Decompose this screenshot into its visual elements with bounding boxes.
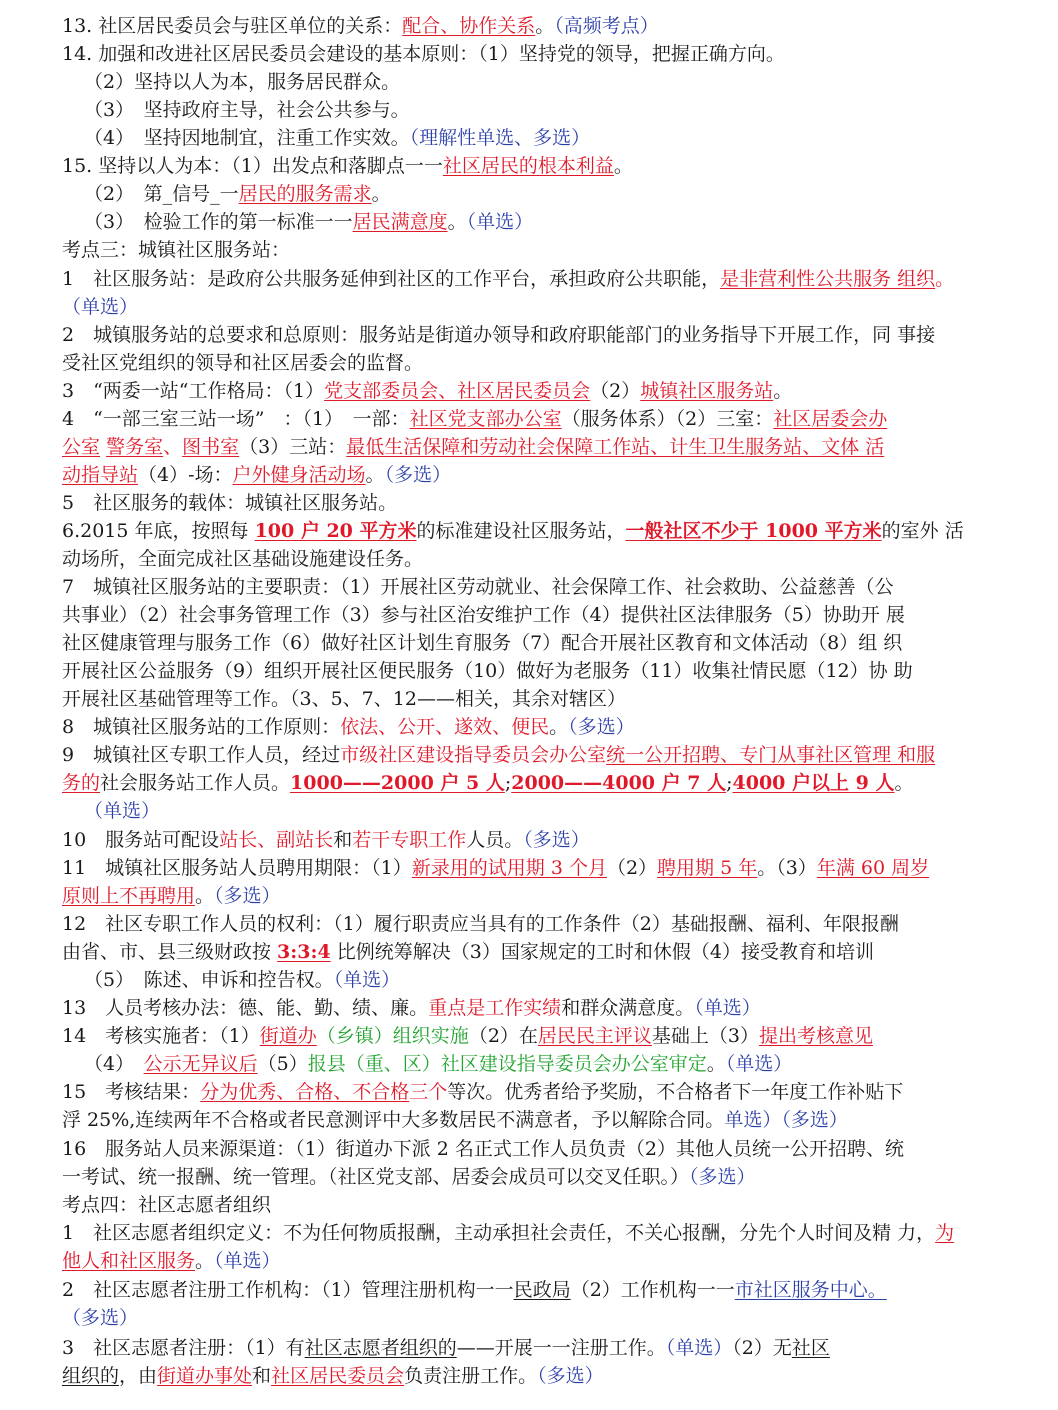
text-segment: 居民满意度 (352, 211, 448, 233)
text-segment: 。 (195, 1250, 215, 1272)
text-line (62, 1135, 1018, 1163)
text-segment: 警务室 (106, 436, 164, 458)
text-line (62, 573, 1018, 601)
text-segment: 。 (371, 183, 391, 205)
text-line (62, 1078, 1018, 1106)
text-line (62, 405, 1018, 433)
text-segment: 单选）（多选） (724, 1109, 848, 1131)
text-segment: （4） (84, 1053, 144, 1075)
text-segment: 100 户 20 平方米 (254, 520, 417, 542)
text-segment: （多选） (62, 1307, 139, 1329)
text-segment: （多选） (568, 716, 635, 738)
text-line (62, 1304, 1018, 1332)
text-line (62, 293, 1018, 321)
text-line (62, 741, 1018, 769)
text-segment: （单选） (214, 1250, 281, 1272)
text-segment: 若干专职工作 (352, 829, 467, 851)
text-segment: 10 服务站可配设 (62, 829, 220, 851)
text-segment: 党支部委员会、社区居民委员会 (324, 380, 591, 402)
text-segment: 共事业）（2）社会事务管理工作（3）参与社区治安维护工作（4）提供社区法律服务（5）协助开 展 (62, 604, 905, 626)
text-segment: （高频考点） (554, 15, 659, 37)
text-segment: 4 “一部三室三站一场” ：（1） 一部： (62, 408, 410, 430)
text-segment: 社区党支部办公室 (409, 408, 562, 430)
text-segment: 公室 (62, 436, 101, 458)
text-line (62, 854, 1018, 882)
text-segment: 报县（重、区）社区建设指导委员会办公室审定 (307, 1053, 707, 1075)
text-line (62, 489, 1018, 517)
text-line (62, 601, 1018, 629)
text-segment: （多选） (384, 464, 452, 486)
text-line (84, 96, 1018, 124)
text-segment: 等次。优秀者给予奖励，不合格者下一年度工作补贴下 (447, 1081, 904, 1103)
text-segment: 依法、公开、遂效、便民 (340, 716, 550, 738)
text-segment: （多选） (537, 1365, 604, 1387)
text-segment: 考点三：城镇社区服务站： (62, 239, 291, 261)
text-line (62, 994, 1018, 1022)
text-segment: 。 (447, 211, 467, 233)
text-segment: 户外健身活动场 (232, 464, 366, 486)
text-segment: 社区健康管理与服务工作（6）做好社区计划生育服务（7）配合开展社区教育和文体活动（8）组 织 (62, 632, 903, 654)
text-segment: 和群众满意度。 (561, 997, 695, 1019)
text-line (62, 152, 1018, 180)
text-segment: 街道办事处 (157, 1365, 253, 1387)
text-segment: 社区志愿者组织的 (304, 1337, 457, 1359)
text-segment: ; (726, 772, 733, 794)
text-segment: （单选） (725, 1053, 793, 1075)
text-segment: 公示无异议后 (143, 1053, 258, 1075)
text-segment: 民政局 (513, 1279, 571, 1301)
text-segment: 2 城镇服务站的总要求和总原则：服务站是街道办领导和政府职能部门的业务指导下开展工作，同 事接 (62, 324, 936, 346)
text-line (62, 1219, 1018, 1247)
text-segment: 考点四：社区志愿者组织 (62, 1194, 272, 1216)
text-segment: 。 (706, 1053, 726, 1075)
text-segment: 由省、市、县三级财政按 (62, 941, 278, 963)
text-segment: 开展社区公益服务（9）组织开展社区便民服务（10）做好为老服务（11）收集社情民愿（12）协 助 (62, 660, 913, 682)
text-line (62, 769, 1018, 797)
text-segment: 年满 60 周岁 (816, 857, 930, 879)
text-segment: 。 (894, 772, 914, 794)
text-line (62, 321, 1018, 349)
text-segment: 浮 25%,连续两年不合格或者民意测评中大多数居民不满意者，予以解除合同。 (62, 1109, 725, 1131)
text-segment: 15 考核结果： (62, 1081, 201, 1103)
text-segment: 2 社区志愿者注册工作机构：（1）管理注册机构一一 (62, 1279, 514, 1301)
text-segment: 。 (365, 464, 385, 486)
text-segment: 15. 坚持以人为本：（1）出发点和落脚点一一 (62, 155, 443, 177)
text-segment: 7 城镇社区服务站的主要职责：（1）开展社区劳动就业、社会保障工作、社会救助、公益慈善（公 (62, 576, 894, 598)
text-line (62, 1163, 1018, 1191)
text-segment: 4000 户以上 9 人 (732, 772, 895, 794)
text-line (62, 938, 1018, 966)
text-segment: 1 社区服务站：是政府公共服务延伸到社区的工作平台，承担政府公共职能， (62, 268, 721, 290)
text-segment: 13. 社区居民委员会与驻区单位的关系： (62, 15, 403, 37)
text-segment: （多选） (523, 829, 590, 851)
text-line (62, 1276, 1018, 1304)
text-segment: 社会服务站工作人员。 (100, 772, 291, 794)
text-line (84, 1050, 1018, 1078)
text-segment: （4）-场： (138, 464, 233, 486)
text-segment: 基础上（3） (651, 1025, 760, 1047)
text-segment: 新录用的试用期 3 个月 (411, 857, 607, 879)
text-line (62, 1022, 1018, 1050)
text-line (62, 1334, 1018, 1362)
text-segment: 分为优秀、合格、不合格 (200, 1081, 410, 1103)
text-segment: 13 人员考核办法：德、能、勤、绩、廉。 (62, 997, 429, 1019)
text-line (62, 236, 1018, 264)
text-segment: （3）三站： (239, 436, 347, 458)
text-segment: 社区居委会办 (773, 408, 888, 430)
text-segment: 9 城镇社区专职工作人员，经过 (62, 744, 341, 766)
text-segment: （单选） (84, 800, 161, 822)
text-line (62, 1106, 1018, 1134)
text-line (62, 713, 1018, 741)
text-segment: （2）在 (468, 1025, 538, 1047)
text-segment: 。（3） (757, 857, 817, 879)
text-segment: （理解性单选、多选） (409, 127, 591, 149)
text-segment: 最低生活保障和劳动社会保障工作站、计生卫生服务站、文体 活 (346, 436, 885, 458)
text-segment: 12 社区专职工作人员的权利：（1）履行职责应当具有的工作条件（2）基础报酬、福利、年限报酬 (62, 913, 899, 935)
text-segment: （5） (257, 1053, 308, 1075)
text-segment: ，由 (119, 1365, 158, 1387)
text-segment: 1 社区志愿者组织定义：不为任何物质报酬，主动承担社会责任，不关心报酬，分先个人时间及精 力， (62, 1222, 936, 1244)
text-segment: 人员。 (466, 829, 524, 851)
text-segment: （多选） (689, 1166, 756, 1188)
text-segment: 统一公开招聘、专门从事社区管理 和服 (606, 744, 936, 766)
text-segment: （单选） (665, 1337, 733, 1359)
text-segment: 。 (549, 716, 569, 738)
text-segment: 2000——4000 户 7 人 (511, 772, 727, 794)
text-line (62, 910, 1018, 938)
text-line (62, 882, 1018, 910)
text-line (84, 797, 1018, 825)
text-segment: （单选） (694, 997, 761, 1019)
text-segment: 14 考核实施者：（1） (62, 1025, 260, 1047)
text-line (62, 349, 1018, 377)
text-segment: （单选） (466, 211, 534, 233)
text-segment: 受社区党组织的领导和社区居委会的监督。 (62, 352, 424, 374)
text-line (62, 461, 1018, 489)
text-line (62, 40, 1018, 68)
text-segment: （乡镇）组织实施 (316, 1025, 469, 1047)
text-segment: 比例统筹解决（3）国家规定的工时和休假（4）接受教育和培训 (330, 941, 874, 963)
text-segment: 。 (535, 15, 555, 37)
text-segment: （5） 陈述、申诉和控告权。 (84, 969, 334, 991)
text-segment: 居民的服务需求 (238, 183, 372, 205)
text-segment: 的标准建设社区服务站， (416, 520, 626, 542)
text-segment: 三个 (409, 1081, 448, 1103)
text-line (84, 180, 1018, 208)
text-segment: 6.2015 年底，按照每 (62, 520, 255, 542)
text-segment: 负责注册工作。 (404, 1365, 538, 1387)
text-segment: 。 (935, 268, 955, 290)
text-segment: 社区 (791, 1337, 830, 1359)
text-segment: 社区居民委员会 (271, 1365, 405, 1387)
text-segment: 组织的 (62, 1365, 120, 1387)
text-segment: 3:3:4 (277, 941, 331, 963)
text-segment: 动指导站 (62, 464, 139, 486)
text-segment: （2） 第_信号_一 (84, 183, 239, 205)
text-segment: 他人和社区服务 (62, 1250, 196, 1272)
text-segment: 站长、副站长 (219, 829, 334, 851)
text-segment: （多选） (214, 885, 281, 907)
text-segment: （单选） (62, 296, 139, 318)
text-segment: 的室外 活 (881, 520, 964, 542)
text-segment: 3 社区志愿者注册：（1）有 (62, 1337, 305, 1359)
text-segment: （2） (606, 857, 658, 879)
text-segment: 为 (935, 1222, 955, 1244)
text-segment: （4） 坚持因地制宜，注重工作实效。 (84, 127, 410, 149)
text-segment: 8 城镇社区服务站的工作原则： (62, 716, 341, 738)
text-line (62, 1362, 1018, 1390)
text-segment: （2）工作机构一一 (570, 1279, 735, 1301)
text-segment: （服务体系）（2）三室： (561, 408, 774, 430)
text-segment: ; (504, 772, 512, 794)
text-segment: 居民民主评议 (537, 1025, 652, 1047)
text-segment: 和 (333, 829, 353, 851)
text-segment: 图书室 (182, 436, 240, 458)
text-line (84, 124, 1018, 152)
text-segment: 动场所，全面完成社区基础设施建设任务。 (62, 548, 424, 570)
text-segment: 市社区服务中心。 (734, 1279, 887, 1301)
text-segment: （2） (590, 380, 641, 402)
text-segment: 、 (163, 436, 183, 458)
text-segment: 3 “两委一站“工作格局：（1） (62, 380, 325, 402)
text-line (62, 826, 1018, 854)
text-segment: 1000——2000 户 5 人 (290, 772, 505, 794)
text-segment: 务的 (62, 772, 101, 794)
text-segment: 开展社区基础管理等工作。（3、5、7、12——相关，其余对辖区） (62, 688, 626, 710)
text-segment: 11 城镇社区服务站人员聘用期限：（1） (62, 857, 412, 879)
text-segment: 。 (195, 885, 215, 907)
text-segment: （2）坚持以人为本，服务居民群众。 (84, 71, 401, 93)
text-line (62, 545, 1018, 573)
text-segment: 一般社区不少于 1000 平方米 (625, 520, 882, 542)
text-segment: 原则上不再聘用 (62, 885, 196, 907)
text-segment: 提出考核意见 (759, 1025, 874, 1047)
text-segment: 街道办 (259, 1025, 317, 1047)
text-segment: 社区居民的根本利益 (442, 155, 614, 177)
text-segment: 5 社区服务的载体：城镇社区服务站。 (62, 492, 398, 514)
text-segment: 是非营利性公共服务 组织 (720, 268, 936, 290)
text-line (62, 657, 1018, 685)
text-line (62, 12, 1018, 40)
text-line (62, 685, 1018, 713)
text-line (62, 1191, 1018, 1219)
text-segment: 。 (773, 380, 793, 402)
text-line (62, 265, 1018, 293)
text-segment: 。 (613, 155, 633, 177)
text-segment: 聘用期 5 年 (657, 857, 758, 879)
text-line (62, 629, 1018, 657)
text-segment: 城镇社区服务站 (640, 380, 774, 402)
text-segment: （2）无 (732, 1337, 792, 1359)
text-line (62, 517, 1018, 545)
text-segment: 和 (252, 1365, 272, 1387)
text-segment: （3） 检验工作的第一标准一一 (84, 211, 353, 233)
text-line (84, 208, 1018, 236)
text-segment: 重点是工作实绩 (428, 997, 562, 1019)
text-line (84, 966, 1018, 994)
text-segment: ——开展一一注册工作。 (456, 1337, 666, 1359)
text-line (62, 377, 1018, 405)
text-line (62, 1247, 1018, 1275)
text-segment: （单选） (333, 969, 401, 991)
text-segment: 14. 加强和改进社区居民委员会建设的基本原则：（1）坚持党的领导，把握正确方向。 (62, 43, 785, 65)
text-segment: 一考试、统一报酬、统一管理。（社区党支部、居委会成员可以交叉任职。） (62, 1166, 690, 1188)
text-segment: 配合、协作关系 (402, 15, 536, 37)
text-segment: 16 服务站人员来源渠道：（1）街道办下派 2 名正式工作人员负责（2）其他人员统一公开招聘、统 (62, 1138, 905, 1160)
text-segment: 市级社区建设指导委员会办公室 (340, 744, 607, 766)
text-line (62, 433, 1018, 461)
text-line (84, 68, 1018, 96)
text-segment: （3） 坚持政府主导，社会公共参与。 (84, 99, 410, 121)
